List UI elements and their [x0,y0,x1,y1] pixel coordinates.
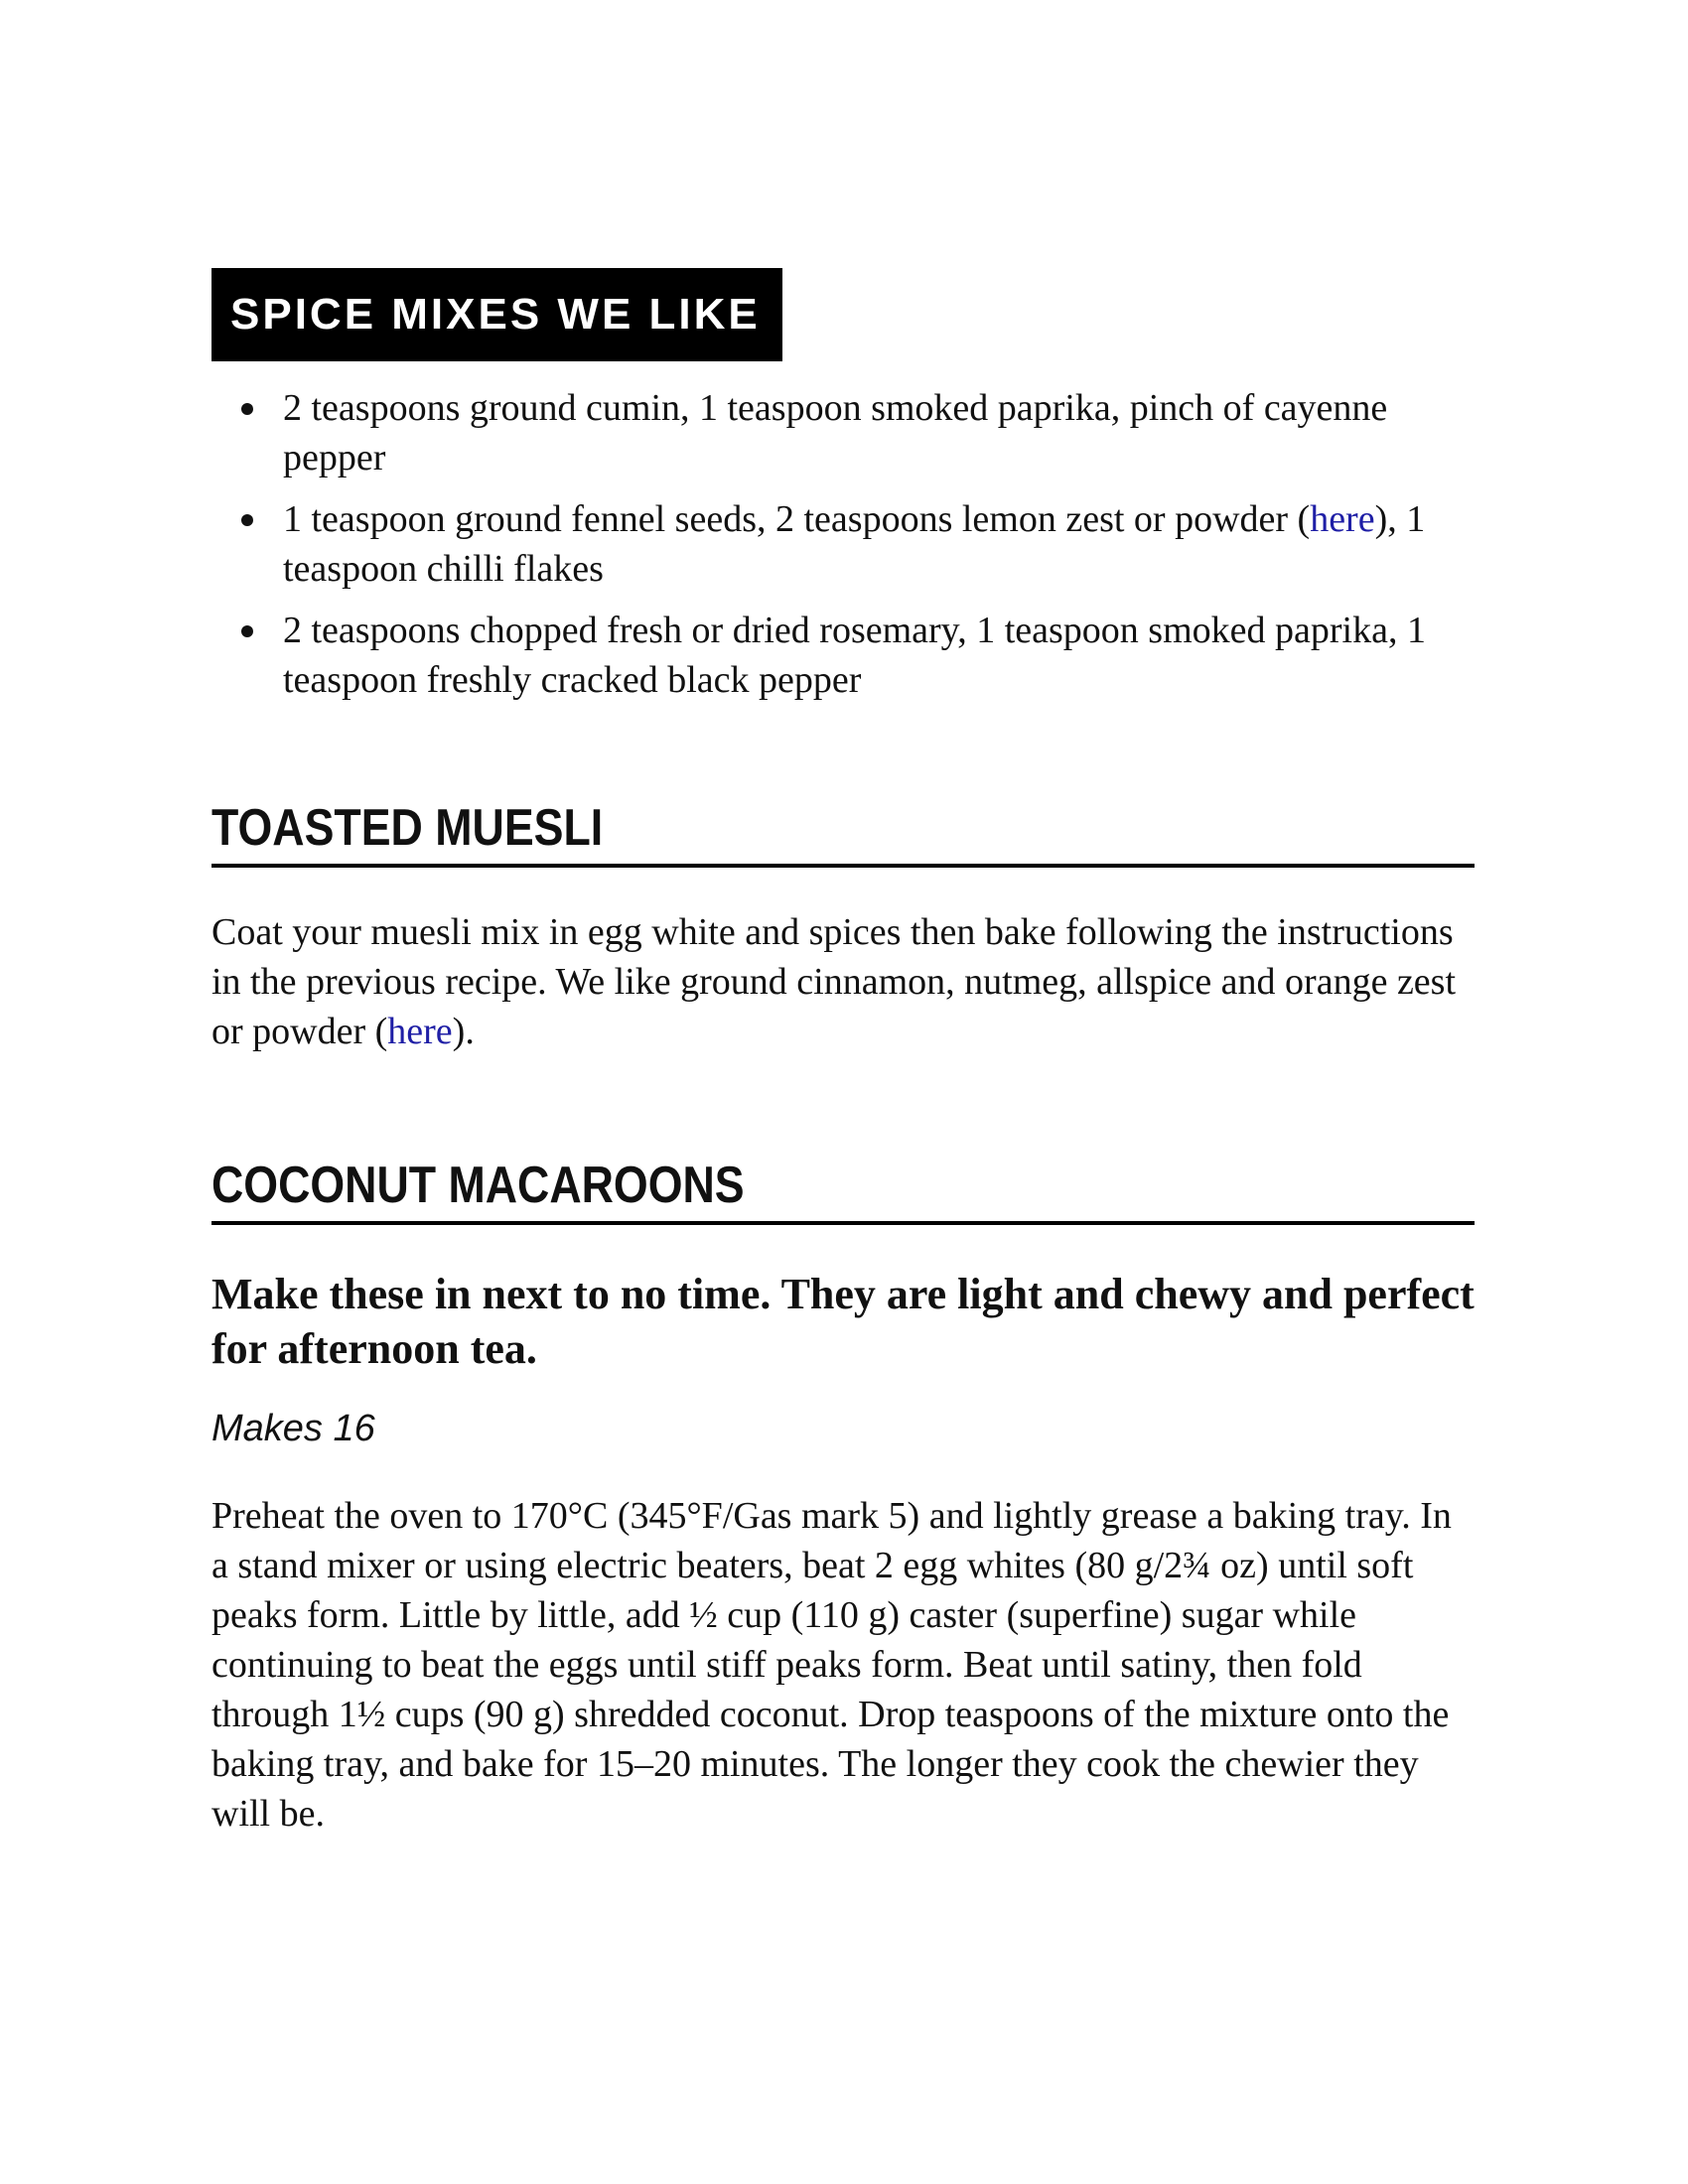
macaroons-method: Preheat the oven to 170°C (345°F/Gas mark 5) and lightly grease a baking tray. In a stand mixer or using electric beaters, beat 2 egg whites (80 g/2¾ oz) until soft peaks form. Little by little, add ½ cup (110 g) caster (superfine) sugar while continuing to beat the eggs until stiff peaks form. Beat until satiny, then fold through 1½ cups (90 g) shredded coconut. Drop teaspoons of the mixture onto the baking tray, and bake for 15–20 minutes. The longer they cook the chewier they will be. [211,1495,1452,1835]
here-link-lemon[interactable]: here [1310,498,1375,540]
list-item-text: 1 teaspoon ground fennel seeds, 2 teaspoons lemon zest or powder ( [283,498,1311,540]
bullet-icon [241,625,253,637]
spice-mixes-list [211,383,1475,705]
coconut-macaroons-heading [211,1156,1475,1225]
page-content [211,268,1475,1839]
here-link-orange[interactable]: here [387,1011,453,1052]
toasted-muesli-heading [211,798,1475,868]
macaroons-lede: Make these in next to no time. They are light and chewy and perfect for afternoon tea. [211,1270,1475,1373]
list-item-text-end: ), 1 teaspoon chilli flakes [283,498,1426,590]
list-item [211,383,1475,482]
toasted-muesli-title: TOASTED MUESLI [211,799,604,857]
list-item-text: 2 teaspoons ground cumin, 1 teaspoon smoked paprika, pinch of cayenne pepper [283,387,1388,478]
coconut-macaroons-title: COCONUT MACAROONS [211,1157,745,1214]
list-item [211,494,1475,594]
toasted-muesli-text: Coat your muesli mix in egg white and spices then bake following the instructions in the previous recipe. We like ground cinnamon, nutmeg, allspice and orange zest or powder ( [211,911,1457,1052]
macaroons-yield: Makes 16 [211,1408,375,1449]
bullet-icon [241,514,253,526]
toasted-muesli-text-end: ). [452,1011,475,1052]
bullet-icon [241,403,253,415]
list-item [211,606,1475,705]
list-item-text: 2 teaspoons chopped fresh or dried rosemary, 1 teaspoon smoked paprika, 1 teaspoon freshly cracked black pepper [283,610,1426,701]
spice-mixes-title: SPICE MIXES WE LIKE [211,268,782,361]
toasted-muesli-body [211,907,1475,1056]
